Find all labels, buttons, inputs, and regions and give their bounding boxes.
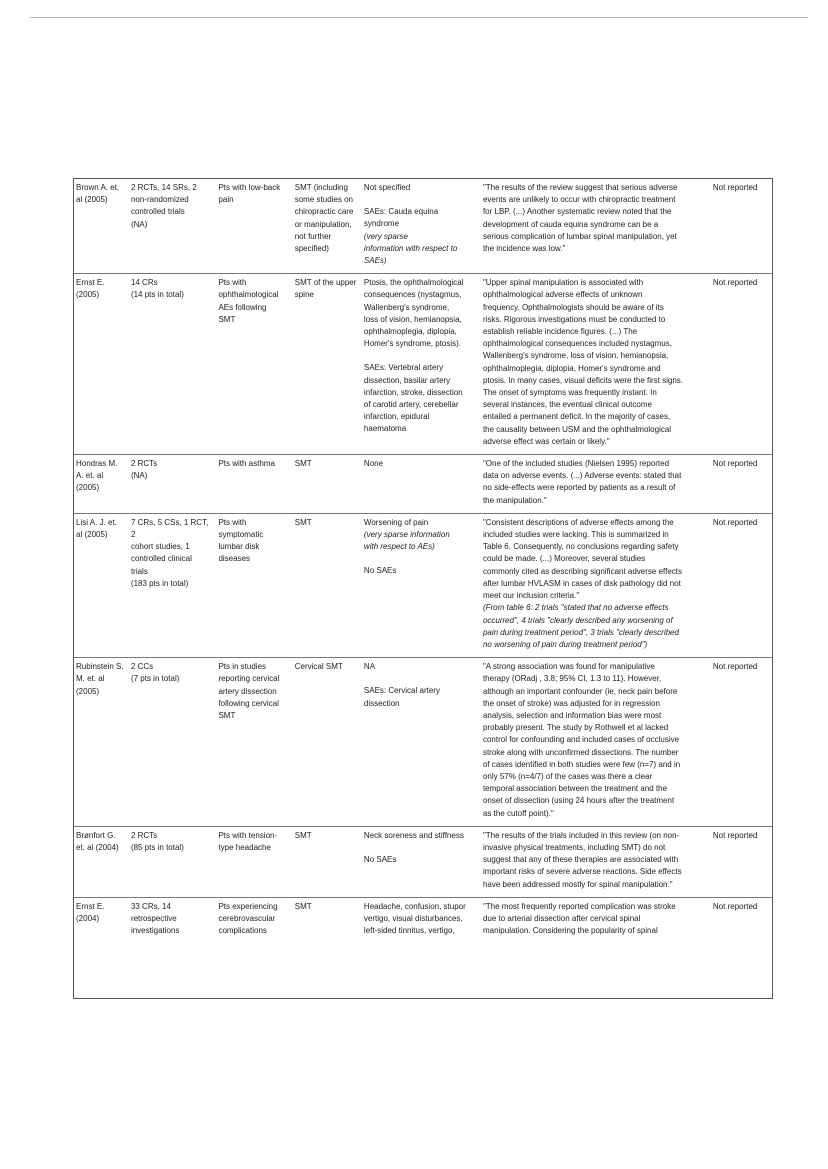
text-line: several instances, the eventual clinical outcome	[482, 400, 652, 410]
text-line: 2 RCTs	[130, 459, 158, 469]
text-line: Brønfort G.	[76, 830, 116, 840]
text-line: suggest that any of these therapies are associated with	[482, 855, 679, 865]
text-line: meet our inclusion criteria."	[482, 591, 580, 601]
text-line: (2004)	[76, 913, 100, 923]
text-line: probably present. The study by Rothwell et al lacked	[482, 723, 669, 733]
text-line: Pts with tension-	[218, 830, 278, 840]
text-line: important risks of severe adverse reactions. Side effects	[482, 867, 682, 877]
text-line: ophthalmoplegia, diplopia,	[363, 327, 457, 337]
text-line: 7 CRs, 5 CSs, 1 RCT, 2	[130, 517, 209, 540]
text-line: symptomatic	[218, 530, 264, 540]
text-line: al (2005)	[76, 530, 108, 540]
text-line: (From table 6: 2 trials "stated that no adverse effects	[482, 603, 669, 613]
adverse-events-cell	[362, 658, 481, 827]
text-line: spine	[294, 290, 314, 300]
table-row	[74, 897, 772, 943]
text-line: Table 6. Consequently, no conclusions regarding safety	[482, 542, 679, 552]
population-cell	[216, 658, 292, 827]
paragraph-gap	[364, 194, 479, 206]
text-line: SAEs: Vertebral artery	[363, 363, 444, 373]
reported-value: Not reported	[712, 183, 758, 192]
studies-cell	[129, 658, 217, 827]
author-cell	[74, 658, 129, 827]
table-row	[74, 274, 772, 455]
text-line: lumbar disk	[218, 542, 260, 552]
text-line: "The most frequently reported complication was stroke	[482, 901, 676, 911]
reported-value: Not reported	[712, 901, 758, 911]
text-line: pain	[218, 195, 234, 205]
text-line: commonly cited as describing significant adverse effects	[482, 566, 683, 576]
intervention-cell	[293, 455, 362, 514]
text-line: ophthalmological	[218, 290, 279, 300]
intervention-cell	[293, 179, 362, 274]
text-line: following cervical	[218, 698, 279, 708]
studies-cell	[129, 179, 217, 274]
text-line: only 57% (n=4/7) of the cases was there a clear	[482, 771, 653, 781]
text-line: al (2005)	[76, 195, 108, 205]
text-line: data on adverse events. (...) Adverse events: stated that	[482, 471, 682, 481]
text-line: (very sparse	[363, 231, 408, 241]
table-row	[74, 826, 772, 897]
text-line: Not specified	[363, 183, 411, 192]
text-line: Pts with low-back	[218, 183, 281, 192]
text-line: controlled trials	[130, 207, 185, 217]
reported-cell	[711, 455, 772, 514]
text-line: "The results of the trials included in this review (on non-	[482, 830, 680, 840]
adverse-events-cell	[362, 826, 481, 897]
text-line: left-sided tinnitus, vertigo,	[363, 926, 455, 936]
reported-cell	[711, 274, 772, 455]
text-line: (NA)	[130, 219, 148, 229]
text-line: 2 RCTs	[130, 830, 158, 840]
text-line: the onset of stroke) was adjusted for in regression	[482, 698, 660, 708]
text-line: (85 pts in total)	[130, 842, 184, 852]
text-line: syndrome	[363, 219, 400, 229]
quote-cell	[481, 658, 711, 827]
adverse-events-cell	[362, 274, 481, 455]
text-line: Wallenberg's syndrome, loss of vision, hemianopsia,	[482, 351, 669, 361]
text-line: serious complication of lumbar spinal manipulation, yet	[482, 231, 677, 241]
population-cell	[216, 179, 292, 274]
text-line: stroke along with unconfirmed dissections. The number	[482, 747, 679, 757]
text-line: (7 pts in total)	[130, 674, 180, 684]
text-line: None	[363, 459, 384, 469]
text-line: pain during treatment period", 3 trials "clearly described	[482, 627, 679, 637]
text-line: Wallenberg's syndrome,	[363, 302, 450, 312]
text-line: Lisi A. J. et.	[76, 517, 117, 527]
text-line: Headache, confusion, stupor	[363, 901, 466, 911]
text-line: the causality between USM and the ophthalmological	[482, 424, 672, 434]
text-line: the manipulation."	[482, 495, 547, 505]
reported-cell	[711, 658, 772, 827]
studies-cell	[129, 897, 217, 943]
text-line: have been addressed mostly for spinal manipulation."	[482, 879, 673, 889]
studies-cell	[129, 455, 217, 514]
reported-value: Not reported	[712, 662, 758, 672]
text-line: as the cutoff point)."	[482, 808, 554, 818]
text-line: (2005)	[76, 483, 100, 493]
text-line: ptosis. In many cases, visual deficits were the first signs.	[482, 375, 684, 385]
table-row	[74, 179, 772, 274]
text-line: onset of dissection (using 24 hours after the treatment	[482, 796, 675, 806]
text-line: the incidence was low."	[482, 244, 566, 254]
text-line: dissection, basilar artery	[363, 375, 451, 385]
text-line: events are unlikely to occur with chiropractic treatment	[482, 195, 676, 205]
text-line: haematoma	[363, 424, 407, 434]
table-row	[74, 455, 772, 514]
text-line: M. et. al	[76, 674, 105, 684]
text-line: analysis, selection and information bias were most	[482, 710, 662, 720]
text-line: for LBP. (...) Another systematic review noted that the	[482, 207, 672, 217]
text-line: no worsening of pain during treatment period")	[482, 639, 648, 649]
studies-cell	[129, 274, 217, 455]
intervention-cell	[293, 274, 362, 455]
text-line: establish reliable incidence figures. (...) The	[482, 327, 638, 337]
text-line: diseases	[218, 554, 251, 564]
text-line: Pts with asthma	[218, 459, 275, 469]
text-line: invasive physical treatments, including SMT) do not	[482, 842, 666, 852]
author-cell	[74, 455, 129, 514]
reported-cell	[711, 513, 772, 657]
evidence-table-grid	[74, 179, 772, 943]
text-line: Cervical SMT	[294, 662, 343, 672]
population-cell	[216, 274, 292, 455]
text-line: investigations	[130, 926, 180, 936]
text-line: development of cauda equina syndrome can be a	[482, 219, 659, 229]
text-line: SMT	[294, 459, 312, 469]
text-line: The onset of symptoms was frequently instant. In	[482, 388, 657, 398]
quote-cell	[481, 897, 711, 943]
text-line: SMT	[294, 830, 312, 840]
quote-cell	[481, 274, 711, 455]
text-line: due to arterial dissection after cervical spinal	[482, 913, 641, 923]
text-line: AEs following	[218, 302, 267, 312]
text-line: Ptosis, the ophthalmological	[363, 278, 464, 288]
text-line: controlled clinical	[130, 554, 192, 564]
text-line: infarction, stroke, dissection	[363, 387, 463, 397]
text-line: control for confounding and included cases of occlusive	[482, 735, 680, 745]
text-line: included studies were lacking. This is summarized in	[482, 530, 669, 540]
text-line: SMT	[294, 517, 312, 527]
paragraph-gap	[364, 350, 479, 362]
text-line: frequency. Ophthalmologists should be aware of its	[482, 302, 664, 312]
text-line: risks. Rigorous investigations must be conducted to	[482, 314, 666, 324]
quote-cell	[481, 455, 711, 514]
text-line: No SAEs	[363, 566, 397, 576]
page-top-rule	[30, 17, 808, 18]
text-line: Pts with	[218, 517, 247, 527]
text-line: Ernst E.	[76, 278, 105, 288]
text-line: SAEs: Cauda equina	[363, 207, 439, 217]
text-line: (NA)	[130, 471, 148, 481]
author-cell	[74, 274, 129, 455]
text-line: Pts experiencing	[218, 901, 278, 911]
text-line: 2 CCs	[130, 662, 154, 672]
author-cell	[74, 826, 129, 897]
text-line: NA	[363, 662, 376, 672]
reported-cell	[711, 826, 772, 897]
text-line: chiropractic care	[294, 207, 354, 217]
text-line: vertigo, visual disturbances,	[363, 913, 463, 923]
text-line: reporting cervical	[218, 674, 280, 684]
text-line: manipulation. Considering the popularity of spinal	[482, 926, 658, 936]
reported-value: Not reported	[712, 517, 758, 527]
adverse-events-cell	[362, 513, 481, 657]
text-line: "One of the included studies (Nielsen 1995) reported	[482, 459, 670, 469]
reported-value: Not reported	[712, 278, 758, 288]
text-line: trials	[130, 566, 148, 576]
text-line: artery dissection	[218, 686, 277, 696]
population-cell	[216, 513, 292, 657]
author-cell	[74, 897, 129, 943]
population-cell	[216, 826, 292, 897]
text-line: "A strong association was found for manipulative	[482, 662, 655, 672]
author-cell	[74, 179, 129, 274]
intervention-cell	[293, 658, 362, 827]
reported-value: Not reported	[712, 830, 758, 840]
text-line: therapy (ORadj , 3.8; 95% CI, 1.3 to 11). However,	[482, 674, 662, 684]
text-line: SMT of the upper	[294, 278, 357, 288]
text-line: dissection	[363, 698, 400, 708]
text-line: ophthalmological adverse effects of unknown	[482, 290, 643, 300]
text-line: ophthalmoplegia, diplopia, Homer's syndrome and	[482, 363, 661, 373]
text-line: Hondras M.	[76, 459, 118, 469]
text-line: (14 pts in total)	[130, 290, 184, 300]
text-line: with respect to AEs)	[363, 542, 435, 552]
paragraph-gap	[364, 553, 479, 565]
text-line: after lumbar HVLASM in cases of disk pathology did not	[482, 578, 681, 588]
text-line: loss of vision, hemianopsia,	[363, 314, 462, 324]
table-cutoff-rule	[73, 998, 773, 999]
text-line: et. al (2004)	[76, 842, 119, 852]
text-line: Homer's syndrome, ptosis).	[363, 339, 462, 349]
quote-cell	[481, 179, 711, 274]
text-line: infarction, epidural	[363, 412, 430, 422]
text-line: or manipulation,	[294, 219, 352, 229]
text-line: Pts in studies	[218, 662, 267, 672]
evidence-table	[73, 178, 773, 999]
text-line: Worsening of pain	[363, 517, 429, 527]
text-line: Pts with	[218, 278, 247, 288]
text-line: Rubinstein S.	[76, 662, 124, 672]
text-line: consequences (nystagmus,	[363, 290, 462, 300]
text-line: SAEs: Cervical artery	[363, 686, 440, 696]
text-line: could be made. (...) Moreover, several studies	[482, 554, 646, 564]
intervention-cell	[293, 513, 362, 657]
text-line: (2005)	[76, 686, 100, 696]
text-line: Brown A. et.	[76, 183, 120, 192]
text-line: (2005)	[76, 290, 100, 300]
text-line: Ernst E.	[76, 901, 105, 911]
text-line: occurred", 4 trials "clearly described any worsening of	[482, 615, 673, 625]
text-line: 14 CRs	[130, 278, 158, 288]
text-line: of carotid artery, cerebellar	[363, 400, 459, 410]
text-line: temporal association between the treatment and the	[482, 784, 668, 794]
text-line: some studies on	[294, 195, 353, 205]
studies-cell	[129, 826, 217, 897]
population-cell	[216, 897, 292, 943]
text-line: non-randomized	[130, 195, 189, 205]
text-line: information with respect to	[363, 243, 458, 253]
text-line: no side-effects were reported by patients as a result of	[482, 483, 676, 493]
reported-cell	[711, 897, 772, 943]
text-line: "Consistent descriptions of adverse effects among the	[482, 517, 674, 527]
quote-cell	[481, 826, 711, 897]
text-line: 33 CRs, 14	[130, 901, 171, 911]
text-line: SAEs)	[363, 256, 387, 266]
table-body	[74, 179, 772, 943]
studies-cell	[129, 513, 217, 657]
text-line: 2 RCTs, 14 SRs, 2	[130, 183, 197, 192]
adverse-events-cell	[362, 179, 481, 274]
text-line: specified)	[294, 244, 329, 254]
text-line: adverse effect was certain or likely."	[482, 436, 610, 446]
text-line: cohort studies, 1	[130, 542, 190, 552]
text-line: although an important confounder (ie, neck pain before	[482, 686, 678, 696]
text-line: type headache	[218, 842, 271, 852]
text-line: cerebrovascular	[218, 913, 276, 923]
reported-cell	[711, 179, 772, 274]
text-line: SMT (including	[294, 183, 348, 192]
text-line: entailed a permanent deficit. In the majority of cases,	[482, 412, 671, 422]
intervention-cell	[293, 826, 362, 897]
text-line: retrospective	[130, 913, 177, 923]
table-row	[74, 513, 772, 657]
adverse-events-cell	[362, 897, 481, 943]
text-line: "The results of the review suggest that serious adverse	[482, 183, 678, 192]
table-row	[74, 658, 772, 827]
paragraph-gap	[364, 673, 479, 685]
text-line: No SAEs	[363, 854, 397, 864]
text-line: "Upper spinal manipulation is associated with	[482, 278, 644, 288]
text-line: SMT	[218, 314, 236, 324]
intervention-cell	[293, 897, 362, 943]
reported-value: Not reported	[712, 459, 758, 469]
text-line: (183 pts in total)	[130, 578, 189, 588]
text-line: SMT	[294, 901, 312, 911]
quote-cell	[481, 513, 711, 657]
text-line: A. et. al	[76, 471, 104, 481]
paragraph-gap	[364, 842, 479, 854]
text-line: not further	[294, 231, 332, 241]
text-line: Neck soreness and stiffness	[363, 830, 464, 840]
author-cell	[74, 513, 129, 657]
text-line: of cases identified in both studies were few (n=7) and in	[482, 759, 681, 769]
population-cell	[216, 455, 292, 514]
text-line: (very sparse information	[363, 530, 450, 540]
text-line: complications	[218, 926, 267, 936]
text-line: ophthalmological consequences included nystagmus,	[482, 339, 672, 349]
adverse-events-cell	[362, 455, 481, 514]
text-line: SMT	[218, 710, 236, 720]
